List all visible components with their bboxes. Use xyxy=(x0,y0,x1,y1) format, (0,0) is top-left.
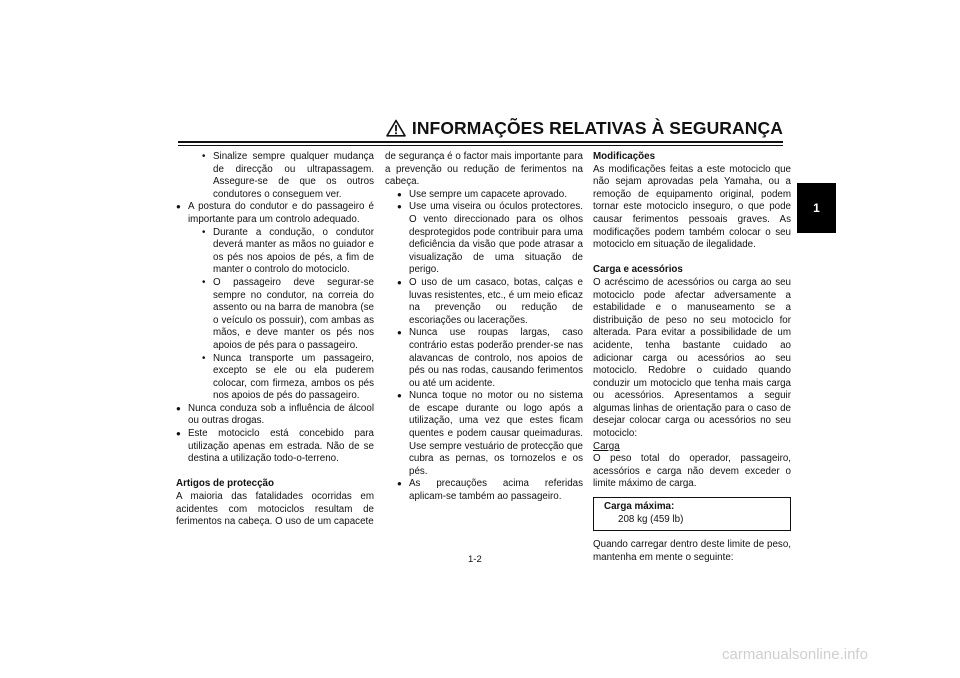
bullet-item: ● Nunca use roupas largas, caso contrário estas poderão prender-se nas alavancas de controlo, nos apoios de pés ou nas rodas, causando ferimentos ou até um acidente. xyxy=(397,327,583,389)
warning-triangle-icon xyxy=(386,119,406,137)
chapter-tab xyxy=(797,183,836,233)
max-load-value: 208 kg (459 lb) xyxy=(618,513,684,525)
sub-bullet: • Sinalize sempre qualquer mudança de direcção ou ultrapassagem. Assegure-se de que os outros condutores o conseguem ver. xyxy=(202,151,374,200)
column-middle xyxy=(385,151,583,504)
header-rule-thick xyxy=(178,141,783,143)
bullet-item: ● As precauções acima referidas aplicam-se também ao passageiro. xyxy=(397,478,583,503)
header-rule-thin xyxy=(178,145,783,146)
bullet-dot-icon: ● xyxy=(397,189,402,199)
subheading-load: Carga xyxy=(593,440,620,452)
chapter-number: 1 xyxy=(813,201,820,215)
paragraph-modifications: As modificações feitas a este motociclo que não sejam aprovadas pela Yamaha, ou a remoção de equipamento original, podem tornar este motociclo inseguro, o que pode causar ferimentos pessoais graves. As modificações podem também colocar o seu motociclo em situação de ilegalidade. xyxy=(593,163,791,251)
bullet-item: ● Use uma viseira ou óculos protectores. O vento direccionado para os olhos desprotegidos pode contribuir para uma deficiência da visão que pode atrasar a visualização de uma situação de perigo. xyxy=(397,201,583,276)
bullet-item: ● Nunca toque no motor ou no sistema de escape durante ou logo após a utilização, uma vez que estes ficam quentes e podem causar queimaduras. Use sempre vestuário de protecção que cubra as pernas, os tornozelos e os pés. xyxy=(397,390,583,477)
bullet-dot-icon: ● xyxy=(176,429,181,439)
bullet-dot-icon: ● xyxy=(176,403,181,413)
max-load-label: Carga máxima: xyxy=(604,501,675,513)
paragraph-weight: O peso total do operador, passageiro, acessórios e carga não devem exceder o limite máximo de carga. xyxy=(593,453,791,490)
section-heading-load: Carga e acessórios xyxy=(593,264,683,276)
bullet-item: ● O uso de um casaco, botas, calças e luvas resistentes, etc., é um meio eficaz na prevenção ou redução de escoriações ou lacerações. xyxy=(397,276,583,326)
sub-bullet-dot-icon: • xyxy=(202,276,206,288)
section-heading-protection: Artigos de protecção xyxy=(176,478,274,490)
sub-bullet: • Nunca transporte um passageiro, excepto se ele ou ela puderem colocar, com firmeza, ambos os pés nos apoios de pés do passageiro. xyxy=(202,352,374,402)
sub-bullet: • O passageiro deve segurar-se sempre no condutor, na correia do assento ou na barra de manobra (se o veículo os possuir), com ambas as mãos, e deve manter os pés nos apoios de pés para o passageiro. xyxy=(202,276,374,351)
page-title: INFORMAÇÕES RELATIVAS À SEGURANÇA xyxy=(411,117,783,138)
max-load-box xyxy=(593,497,791,531)
bullet-item: ● Use sempre um capacete aprovado. xyxy=(397,188,567,200)
paragraph-final: Quando carregar dentro deste limite de peso, mantenha em mente o seguinte: xyxy=(593,539,791,563)
bullet-dot-icon: ● xyxy=(397,391,402,401)
bullet-dot-icon: ● xyxy=(397,328,402,338)
sub-bullet-dot-icon: • xyxy=(202,226,206,238)
page-number: 1-2 xyxy=(468,554,482,565)
watermark: carmanualsonline.info xyxy=(722,646,868,663)
paragraph-protection: A maioria das fatalidades ocorridas em acidentes com motociclos resultam de ferimentos na cabeça. O uso de um capacete xyxy=(176,491,374,528)
bullet-dot-icon: ● xyxy=(176,202,181,212)
bullet-item: ● Este motociclo está concebido para utilização apenas em estrada. Não de se destina a utilização todo-o-terreno. xyxy=(176,428,374,465)
bullet-dot-icon: ● xyxy=(397,479,402,489)
paragraph-continued: de segurança é o factor mais importante para a prevenção ou redução de ferimentos na cabeça. xyxy=(385,151,583,188)
bullet-item: ● Nunca conduza sob a influência de álcool ou outras drogas. xyxy=(176,402,374,427)
paragraph-load: O acréscimo de acessórios ou carga ao seu motociclo pode afectar adversamente a estabilidade e o manuseamento se a distribuição de peso no seu motociclo for alterada. Para evitar a possibilidade de um acidente, tenha bastante cuidado ao adicionar carga ou acessórios ao seu motociclo. Redobre o cuidado quando conduzir um motociclo que tenha mais carga ou acessórios. Apresentamos a seguir algumas linhas de orientação para o caso de desejar colocar carga ou acessórios no seu motociclo: xyxy=(593,276,791,440)
bullet-dot-icon: ● xyxy=(397,277,402,287)
sub-bullet-dot-icon: • xyxy=(202,151,206,162)
column-right xyxy=(593,151,791,564)
sub-bullet: • Durante a condução, o condutor deverá manter as mãos no guiador e os pés nos apoios de pés, a fim de manter o controlo do motociclo. xyxy=(202,226,374,276)
bullet-dot-icon: ● xyxy=(397,202,402,212)
sub-bullet-dot-icon: • xyxy=(202,352,206,364)
page-header xyxy=(383,117,783,139)
bullet-item: ● A postura do condutor e do passageiro é importante para um controlo adequado. xyxy=(176,201,374,225)
column-left xyxy=(176,151,374,529)
section-heading-modifications: Modificações xyxy=(593,151,656,162)
